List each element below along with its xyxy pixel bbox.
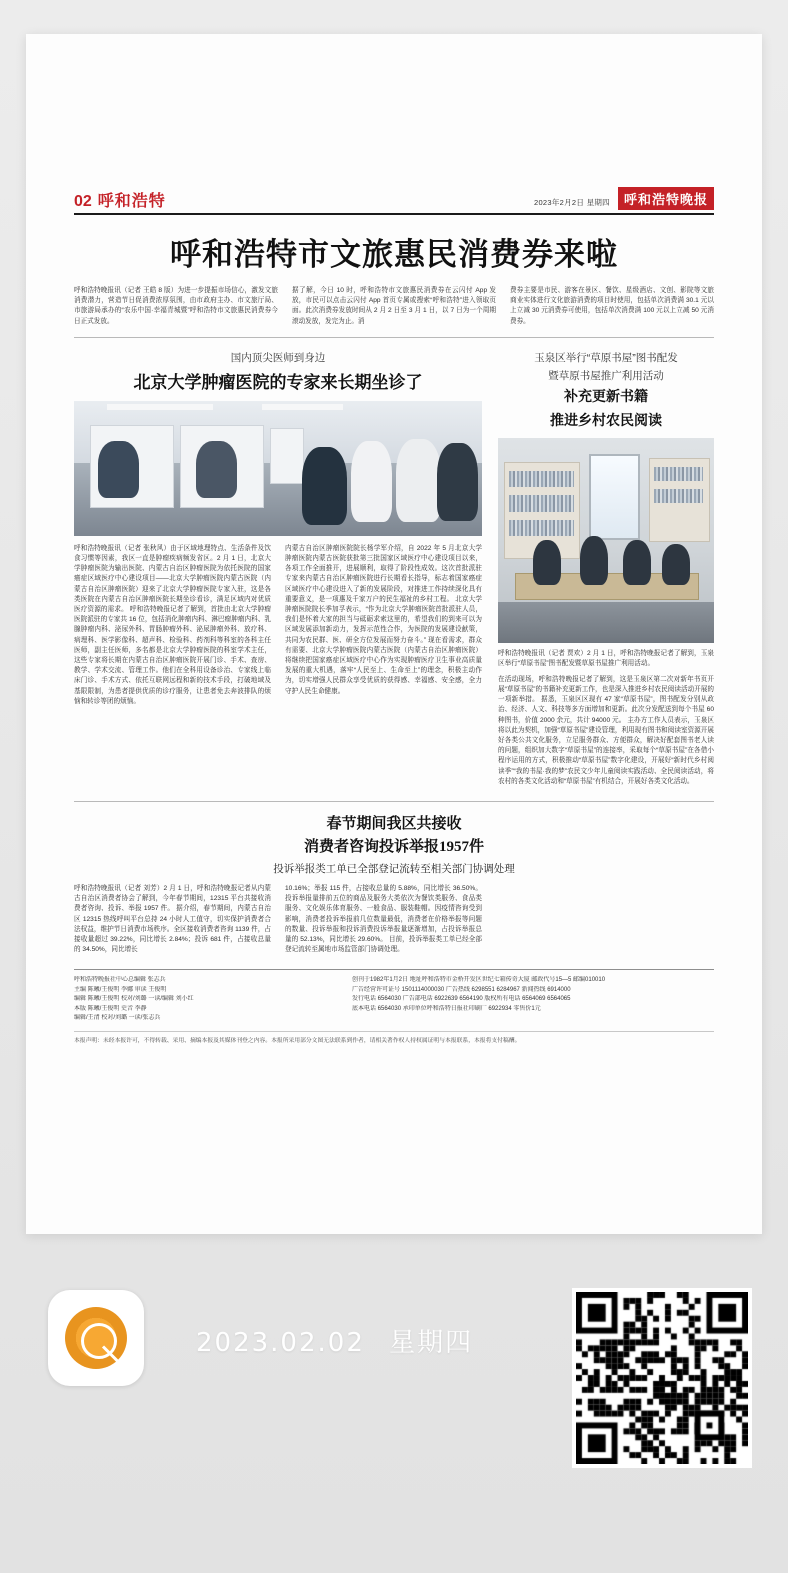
story-right-caption: 呼和浩特晚报讯（记者 贾欢）2 月 1 日，呼和浩特晚报记者了解到，玉泉区举行“草原书屋”图书配发暨草原书屋推广利用活动。 xyxy=(498,649,714,667)
lead-column-3 xyxy=(510,286,714,327)
colophon xyxy=(74,969,714,1045)
library-books-row-1 xyxy=(509,471,574,487)
photo-ceiling-light xyxy=(107,404,213,411)
story-bottom-column-1 xyxy=(74,884,271,955)
lead-text-1: 呼和浩特晚报讯（记者 王皓 8 版）为进一步提振市场信心，激发文旅消费潜力，营造节日促消费浓厚氛围，由市政府主办、市文旅厅局、市旅游局承办的“农乐中国·幸福青城暨”呼和浩特市文旅惠民消费券今日正式发放。 xyxy=(74,287,278,325)
issue-date: 2023年2月2日 星期四 xyxy=(533,198,610,207)
photo-person-6 xyxy=(437,443,478,521)
story-left-text-2: 内蒙古自治区肿瘤医院院长杨学军介绍，自 2022 年 5 月北京大学肿瘤医院内蒙古医院获批第三批国家区域医疗中心建设项目以来，各项工作全面推开，进展顺利，取得了阶段性成效。这次首批派驻专家来内蒙古自治区肿瘤医院进行长期看长指导，标志着国家癌症区域医疗中心建设进入了新的发展阶段，对推进工作持续深化具有重要意义，是一项惠及千家万户的民生福祉的乡村工程。 北京大学肿瘤医院院长季加孚表示，“作为北京大学肿瘤医院首批派驻人员，我们是怀着大家的担当与砥砺求索这里的，希望我们的到来可以为区域发展添加新动力，发挥示范性合作，为医院的发展建设献策，共同为农民群、医、研全方位发展而努力奋斗。” 现在看需求，群众有需要、北京大学肿瘤医院内蒙古医院（内蒙古自治区肿瘤医院）将继续把国家癌症区域医疗中心作为实现肿瘤医疗卫生事业高质量发展的重大机遇，落牢“人民至上、生命至上”的理念，积极主动作为，切实增强人民群众享受优质的获得感、幸福感、安全感，全力守护人民生命健康。 xyxy=(285,544,482,695)
colophon-contact xyxy=(352,976,714,1023)
library-reader-4 xyxy=(662,544,690,585)
footer-weekday: 星期四 xyxy=(389,1327,474,1357)
story-bottom-subhead: 投诉举报类工单已全部登记流转至相关部门协调处理 xyxy=(273,863,515,876)
story-right-headline-1: 补充更新书籍 xyxy=(564,389,648,405)
section-title: 呼和浩特 xyxy=(97,193,166,210)
library-books-row-4 xyxy=(654,467,704,481)
story-right xyxy=(498,350,714,787)
colophon-staff xyxy=(74,976,342,1023)
library-books-row-3 xyxy=(509,520,574,536)
page-inner xyxy=(74,184,714,1046)
story-left-columns xyxy=(74,544,482,707)
library-window xyxy=(589,454,641,540)
lead-column-1 xyxy=(74,286,278,327)
story-right-kicker-2: 暨草原书屋推广利用活动 xyxy=(548,369,664,382)
story-left-headline: 北京大学肿瘤医院的专家来长期坐诊了 xyxy=(133,372,423,392)
colophon-staff-line: 编辑 陈曦/王俊明 校对/刘璐 一读/编辑 刘小红 xyxy=(74,996,194,1003)
photo-person-5 xyxy=(396,439,441,523)
lead-text-2: 据了解，今日 10 时，呼和浩特市文旅惠民消费券在云闪付 App 发放，市民可以点击云闪付 App 首页专属或搜索“呼和浩特”进入领取页面。此次消费券发放时间从 2 月 2 日至 3 月 1 日，以 7 日为一个周期滚动发放，发完为止。消 xyxy=(292,287,496,325)
photo-person-1 xyxy=(98,441,139,498)
lead-column-2 xyxy=(292,286,496,327)
story-right-photo xyxy=(498,438,714,643)
story-left xyxy=(74,350,482,787)
page-headline: 呼和浩特市文旅惠民消费券来啦 xyxy=(170,237,618,272)
library-books-row-5 xyxy=(654,489,704,503)
story-right-body: 在活动现场，呼和浩特晚报记者了解到，这是玉泉区第二次对新年书页开展“草原书屋”的书籍补充更新工作，也是深入推进乡村农民阅读活动开展的一项新举措。 据悉，玉泉区区现有 47 家“草原书屋”，图书配发分别从政治、经济、人文、科技等多方面增加和更新。此次分发配送到每个书屋 60 种图书，价值 2000 余元，共计 94000 元。 主办方工作人员表示，玉泉区将以此为契机，加强“草原书屋”建设管理，利用现有图书和阅读室资源开展好各类公共文化服务，立足服务群众、方便群众，解决好配套图书老人读的问题，组织加大数字“草原书屋”的连接率，采取每个“草原书屋”在各借小程序运用的方式，积极推动“草原书屋”数字化建设，开展好“新时代乡村阅读季”“我的书屋·我的梦”农民文少年儿童阅读实践活动、全民阅读活动，将农村的各类文化活动和“草原书屋”有机结合，开展好各类文化活动。 xyxy=(498,675,714,785)
photo-poster-3 xyxy=(270,428,305,484)
story-left-kicker: 国内顶尖医师到身边 xyxy=(230,351,326,364)
colophon-staff-line: 编辑/王清 校对/刘璐 一读/张志兵 xyxy=(74,1015,161,1022)
colophon-legal-note: 本报声明：未经本报许可，不得转载、采用、摘编本报及其媒体刊登之内容。本报所采用部分文图无法联系到作者，请相关著作权人持权属证明与本报联系，本报将支付稿酬。 xyxy=(74,1031,714,1046)
photo-person-4 xyxy=(351,441,392,522)
story-left-photo xyxy=(74,401,482,536)
photo-person-3 xyxy=(302,447,347,525)
lead-story xyxy=(74,286,714,338)
photo-person-2 xyxy=(196,441,237,498)
story-bottom-text-2: 10.16%；举报 115 件，占接收总量的 5.88%，同比增长 36.50%。投诉举报量排前五位的商品及服务大类依次为餐饮类服务、食品类服务、文化娱乐体育服务、一般食品、服装鞋帽。因疫情咨询受到影响，消费者投诉举报前几位数量最低，消费者在价格举报等问题的数量、投诉举报和投诉消费投诉举报量逐渐增加，占投诉举报总量的 52.13%，同比增长 29.60%。 目前，投诉举报类工单已经全部登记流转至属地市场监管部门协调处理。 xyxy=(285,885,482,954)
lead-text-3: 费券主要是市民、游客在景区、餐饮、星级酒店、文创、影院等文旅商业实体进行文化旅游消费的项目时使用，包括单次消费满 30.1 元以上立减 30 元消费券可使用，包括单次消费满 100 元以上立减 50 元消费券。 xyxy=(510,287,714,325)
story-left-column-1 xyxy=(74,544,271,707)
story-bottom-column-2 xyxy=(285,884,482,955)
paper-logo: 呼和浩特晚报 xyxy=(618,187,714,210)
colophon-contact-line: 底本电话 6564030 承印单位呼和浩特日报社印刷厂 6922934 零售价1元 xyxy=(352,1005,541,1012)
library-reader-2 xyxy=(580,536,608,585)
library-reader-1 xyxy=(533,540,561,585)
qr-code[interactable] xyxy=(572,1288,752,1468)
story-bottom-headline-2: 消费者咨询投诉举报1957件 xyxy=(303,839,484,856)
masthead xyxy=(74,184,714,215)
story-bottom-columns xyxy=(74,884,482,955)
library-books-row-2 xyxy=(509,495,574,511)
story-bottom-headline-1: 春节期间我区共接收 xyxy=(326,816,462,833)
story-right-headline-2: 推进乡村农民阅读 xyxy=(550,413,662,429)
qr-code-canvas xyxy=(576,1292,748,1464)
library-floor xyxy=(498,602,714,643)
footer-date xyxy=(196,1322,473,1359)
colophon-contact-line: 广告经营许可证号 1501114000030 广告热线 6298551 6284967 新闻热线 6914000 xyxy=(352,986,571,993)
story-left-text-1: 呼和浩特晚报讯（记者 张秋风）由于区域地理特点、生活条件及饮食习惯等因素，我区一直是肿瘤疾病频发省区。2 月 1 日，北京大学肿瘤医院为输出医院、内蒙古自治区肿瘤医院为依托医院的国家癌症区域医疗中心建设项目——北京大学肿瘤医院内蒙古医院（内蒙古自治区肿瘤医院）迎来了北京大学肿瘤医院专家入驻，这是各类医院在内蒙古自治区肿瘤医院长期坐诊看诊，满足区域内对优质医疗资源的需求。 呼和浩特晚报记者了解到，首批由北京大学肿瘤医院派驻的专家共 16 位，包括消化肿瘤内科、淋巴瘤肿瘤内科、乳腺肿瘤内科、泌尿外科、胃肠肿瘤外科、泌尿肿瘤外科、放疗科、病理科、医学影像科、超声科、检验科、药剂科等科室的各科主任医师，副主任医师，多名都是北京大学肿瘤医院的科室学术主任，这些专家将长期在内蒙古自治区肿瘤医院开展门诊、手术、查房、教学、学术交流、管理工作。他们在全科用设备诊治、专家线上临床门诊、手术方式、依托互联网远程和新的技术手段，打破地域及基限限制，为患者提供优质的诊疗服务，让患者免去奔波排队的烦恼和转诊等团的烦恼。 xyxy=(74,544,271,705)
story-left-column-2 xyxy=(285,544,482,707)
library-reader-3 xyxy=(623,540,651,585)
colophon-row xyxy=(74,976,714,1023)
colophon-contact-line: 发行电话 6564030 广告部电话 6922639 6564190 版权所有电话 6564069 6564065 xyxy=(352,996,571,1003)
app-logo xyxy=(48,1290,144,1386)
colophon-staff-line: 主编 陈曦/王俊明 李娜 审读 王俊明 xyxy=(74,986,167,993)
photo-ceiling-light-2 xyxy=(262,404,344,411)
newspaper-page xyxy=(26,34,762,1234)
story-bottom xyxy=(74,801,714,955)
colophon-staff-line: 本版 陈曦/王俊明 史音 李静 xyxy=(74,1005,147,1012)
story-right-kicker: 玉泉区举行“草原书屋”图书配发 xyxy=(534,351,678,364)
footer-date-value: 2023.02.02 xyxy=(196,1328,365,1358)
page-number: 02 xyxy=(74,193,92,210)
colophon-contact-line: 创刊于1982年1月2日 地址呼和浩特市金桥开发区世纪七箱传奇大厦 邮政代号15—5 邮编010010 xyxy=(352,977,606,984)
story-bottom-text-1: 呼和浩特晚报讯（记者 刘芳）2 月 1 日，呼和浩特晚报记者从内蒙古自治区消费者协会了解到，今年春节期间，12315 平台共接收消费者咨询、投诉、举报 1957 件。 据介绍，春节期间，内蒙古自治区 12315 热线呼叫平台总持 24 小时人工值守，切实保护消费者合法权益，维护节日消费市场秩序。全区接收消费者咨询 1139 件，占接收量超过 39.22%，同比增长 2.84%；投诉 681 件，占接收总量的 34.50%，同比增长 xyxy=(74,885,271,954)
middle-region xyxy=(74,350,714,787)
colophon-staff-line: 呼和浩特晚报社中心总编辑 张志兵 xyxy=(74,977,166,984)
magnifier-target-icon xyxy=(65,1307,127,1369)
